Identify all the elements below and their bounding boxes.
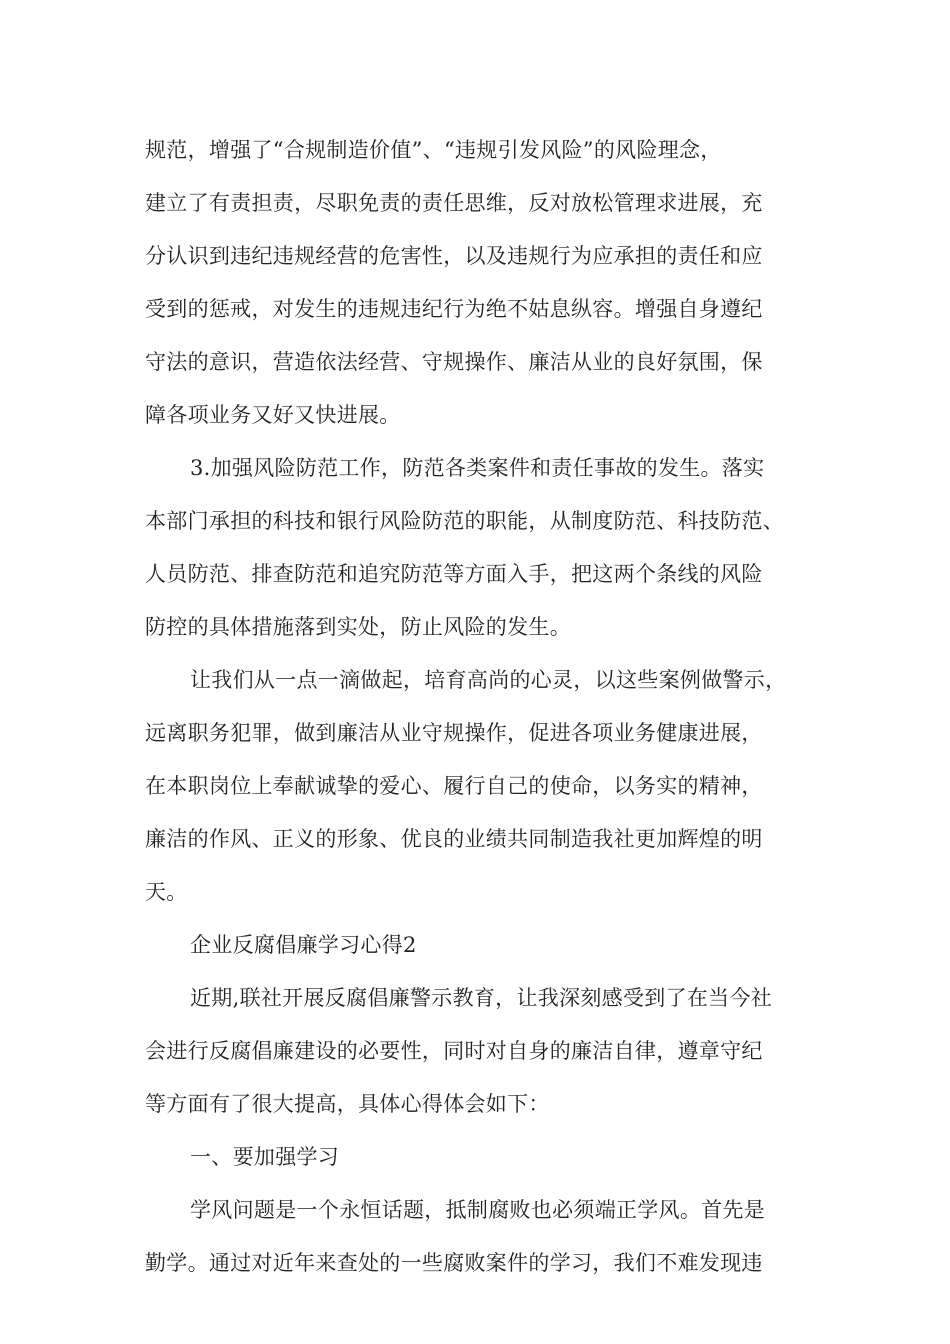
- section-heading: 企业反腐倡廉学习心得2: [190, 933, 417, 957]
- text-line: 学风问题是一个永恒话题，抵制腐败也必须端正学风。首先是: [190, 1198, 766, 1222]
- text-line: 障各项业务又好又快进展。: [145, 403, 401, 427]
- text-line: 天。: [145, 880, 188, 904]
- text-line: 勤学。通过对近年来查处的一些腐败案件的学习，我们不难发现违: [145, 1251, 763, 1275]
- text-line: 廉洁的作风、正义的形象、优良的业绩共同制造我社更加辉煌的明: [145, 827, 763, 851]
- text-line: 近期,联社开展反腐倡廉警示教育，让我深刻感受到了在当今社: [190, 986, 773, 1010]
- text-line: 本部门承担的科技和银行风险防范的职能，从制度防范、科技防范、: [145, 509, 784, 533]
- text-line: 人员防范、排查防范和追究防范等方面入手，把这两个条线的风险: [145, 562, 763, 586]
- text-line: 在本职岗位上奉献诚挚的爱心、履行自己的使命，以务实的精神，: [145, 774, 763, 798]
- text-line: 受到的惩戒，对发生的违规违纪行为绝不姑息纵容。增强自身遵纪: [145, 297, 763, 321]
- text-line: 分认识到违纪违规经营的危害性，以及违规行为应承担的责任和应: [145, 244, 763, 268]
- text-line: 让我们从一点一滴做起，培育高尚的心灵，以这些案例做警示，: [190, 668, 787, 692]
- text-line: 会进行反腐倡廉建设的必要性，同时对自身的廉洁自律，遵章守纪: [145, 1039, 763, 1063]
- text-line: 守法的意识，营造依法经营、守规操作、廉洁从业的良好氛围，保: [145, 350, 763, 374]
- text-line: 3.加强风险防范工作，防范各类案件和责任事故的发生。落实: [190, 456, 765, 480]
- text-line: 防控的具体措施落到实处，防止风险的发生。: [145, 615, 571, 639]
- text-line: 规范，增强了“合规制造价值”、“违规引发风险”的风险理念，: [145, 138, 722, 162]
- text-line: 建立了有责担责，尽职免责的责任思维，反对放松管理求进展，充: [145, 191, 763, 215]
- text-line: 远离职务犯罪，做到廉洁从业守规操作，促进各项业务健康进展，: [145, 721, 763, 745]
- text-line: 等方面有了很大提高，具体心得体会如下：: [145, 1092, 550, 1116]
- subsection-heading: 一、要加强学习: [190, 1145, 340, 1169]
